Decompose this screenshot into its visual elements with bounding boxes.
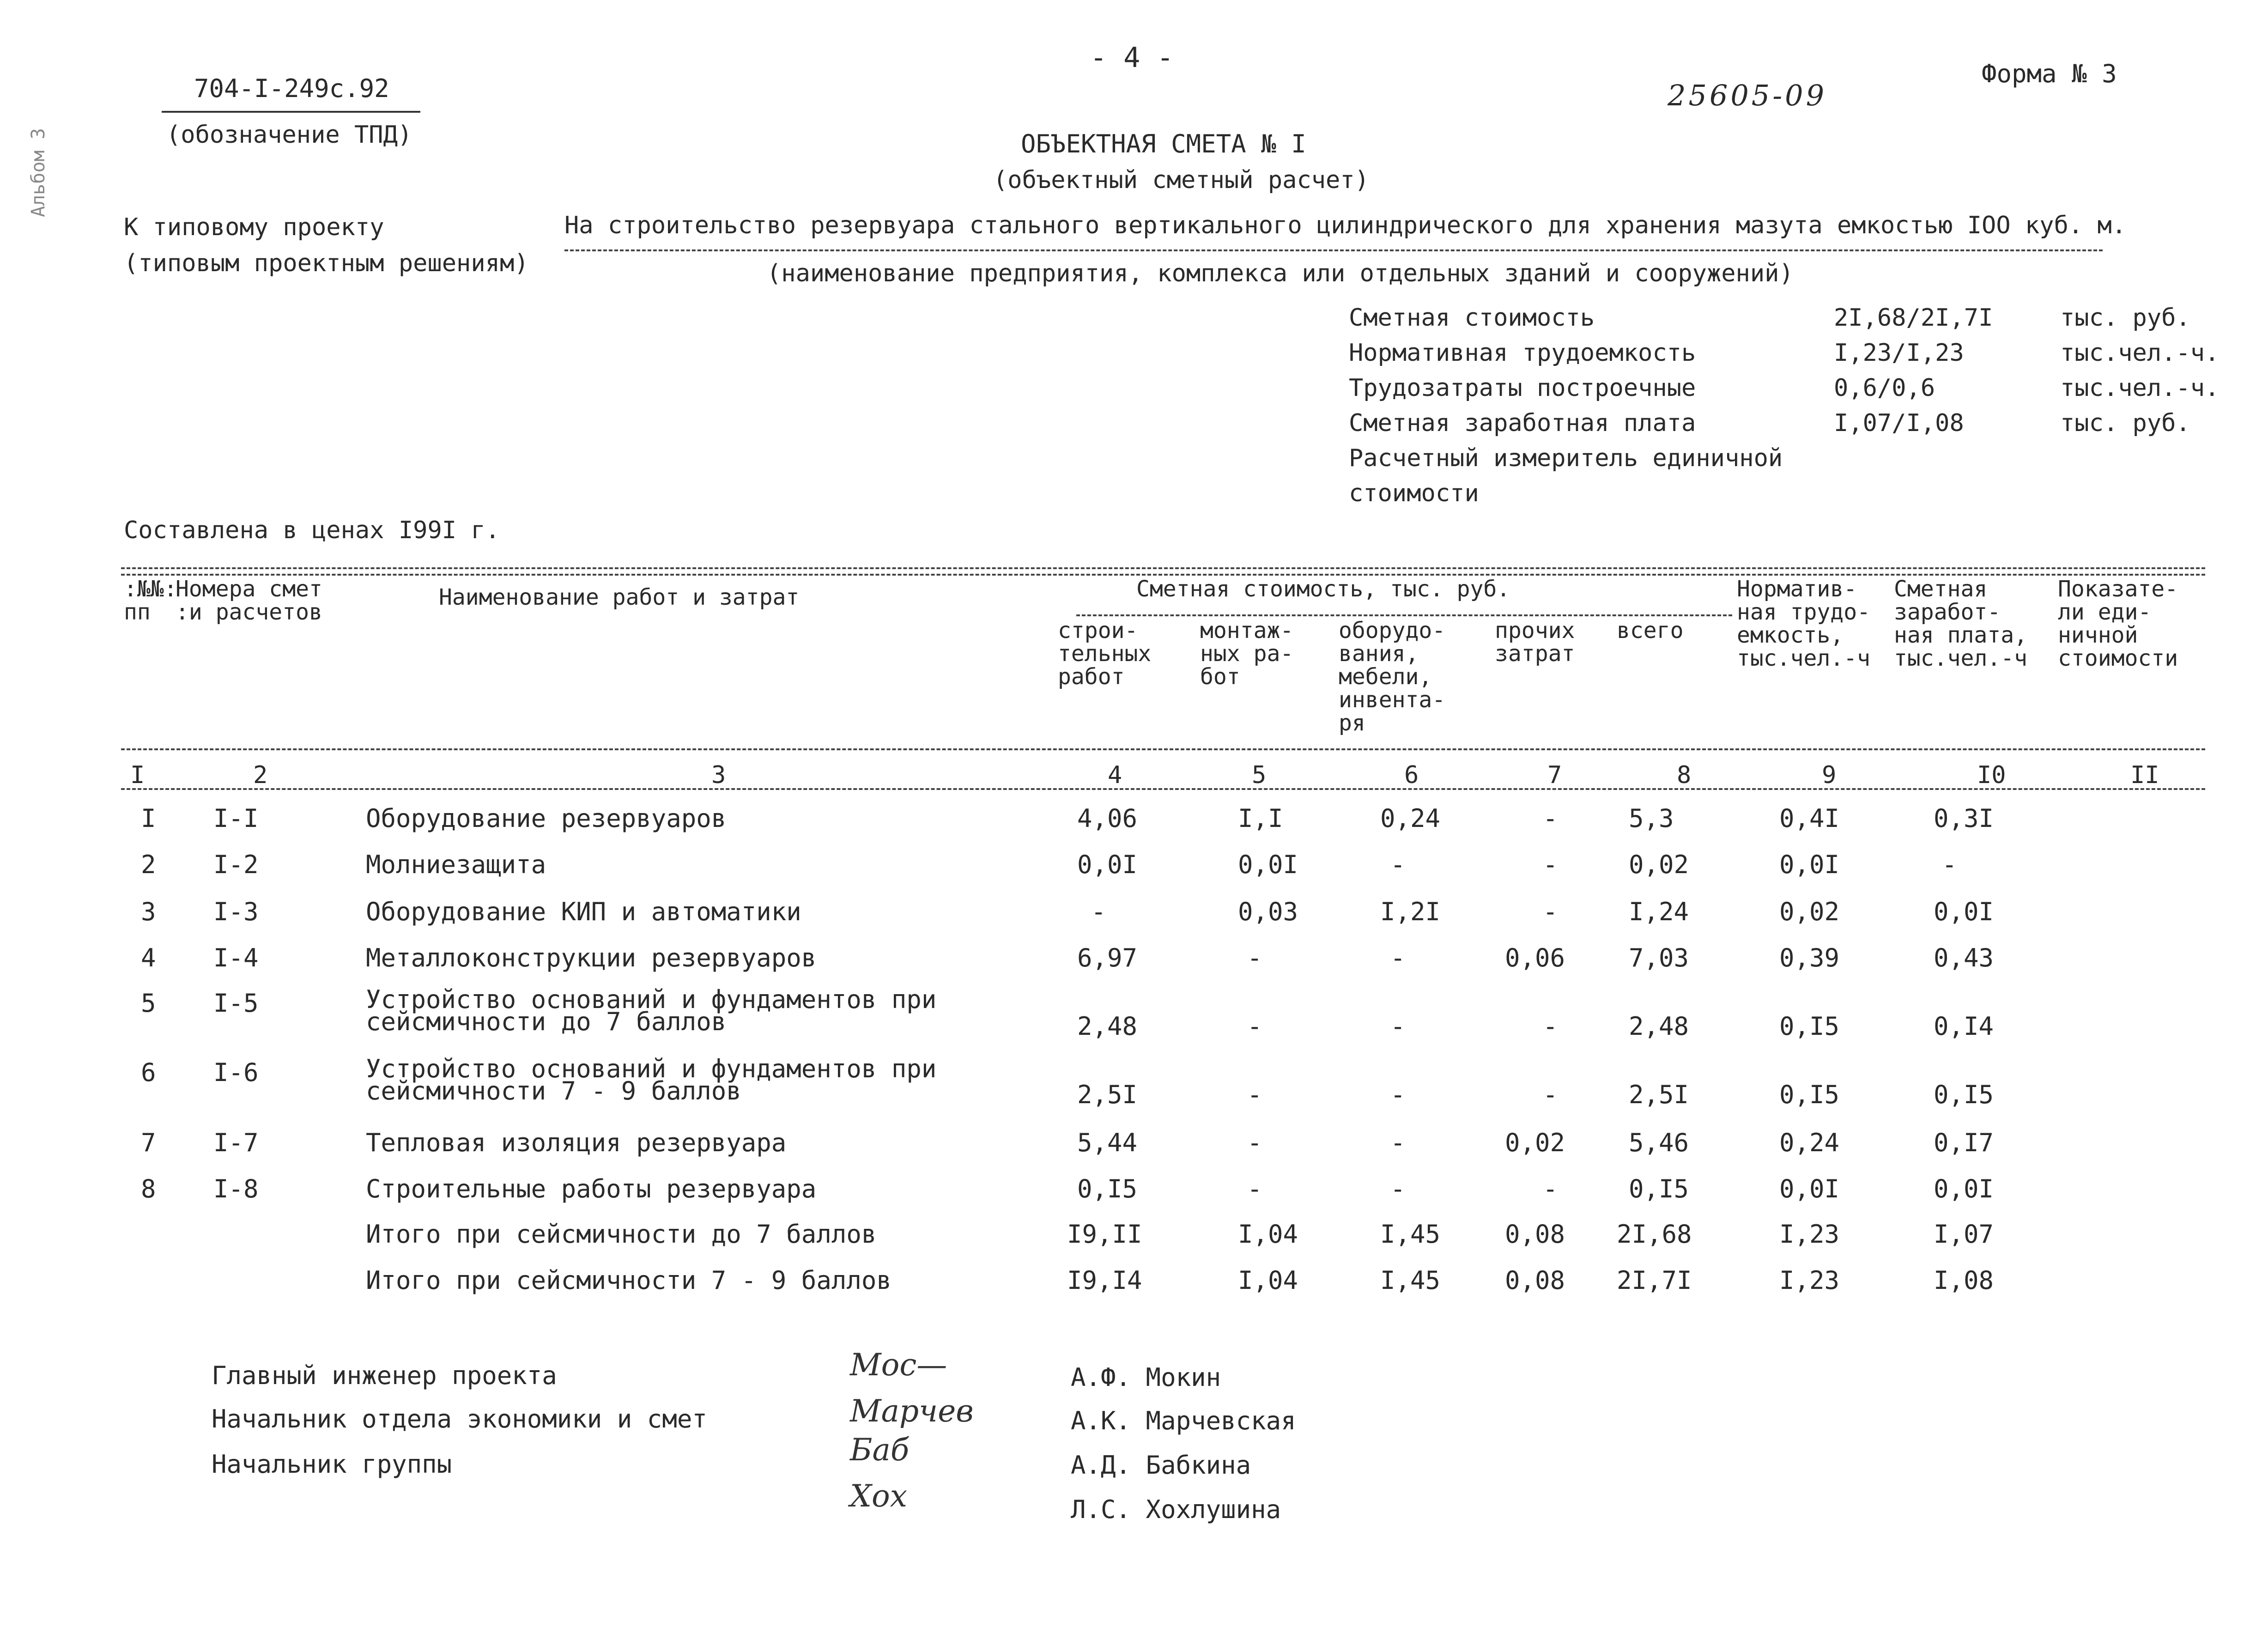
indicator-unit: тыс.чел.-ч.	[2060, 339, 2220, 367]
indicator-value: I,07/I,08	[1834, 409, 1964, 437]
row-wages: I,08	[1934, 1266, 1994, 1295]
row-wages: 0,I5	[1934, 1080, 1994, 1109]
row-equipment: -	[1390, 850, 1406, 879]
header-estimates: Номера смет :и расчетов	[176, 576, 322, 625]
indicator-unit: тыс. руб.	[2060, 409, 2190, 437]
row-equipment: -	[1390, 1012, 1406, 1041]
column-number: 3	[711, 761, 726, 789]
row-total: 0,I5	[1629, 1174, 1689, 1203]
row-estimate: I-5	[213, 989, 259, 1018]
row-total: 7,03	[1629, 943, 1689, 972]
document-code-caption: (обозначение ТПД)	[166, 121, 412, 149]
table-top-rule	[121, 567, 2205, 569]
row-other: -	[1543, 1080, 1558, 1109]
column-number: I0	[1977, 761, 2006, 789]
row-total: 2I,7I	[1617, 1266, 1692, 1295]
row-labor: 0,02	[1779, 897, 1840, 926]
row-total: 0,02	[1629, 850, 1689, 879]
project-name-caption: (наименование предприятия, комплекса или отдельных зданий и сооружений)	[767, 260, 1794, 287]
header-installation: монтаж- ных ра- бот	[1200, 618, 1294, 690]
row-installation: 0,03	[1238, 897, 1298, 926]
row-number: 5	[141, 989, 156, 1018]
row-labor: 0,0I	[1779, 850, 1840, 879]
row-equipment: -	[1390, 1128, 1406, 1157]
row-labor: 0,39	[1779, 943, 1840, 972]
header-num: :№№: пп	[124, 576, 177, 625]
signature-mark: Баб	[850, 1432, 910, 1468]
row-name: Оборудование резервуаров	[366, 804, 727, 833]
document-code: 704-I-249с.92	[194, 74, 389, 103]
row-equipment: I,45	[1380, 1266, 1441, 1295]
row-name: Строительные работы резервуара	[366, 1174, 817, 1203]
row-name: Тепловая изоляция резервуара	[366, 1128, 787, 1157]
header-equipment: оборудо- вания, мебели, инвента- ря	[1339, 618, 1446, 736]
form-label: Форма № 3	[1982, 59, 2117, 88]
signature-title: Главный инженер проекта	[212, 1361, 557, 1390]
row-name: Молниезащита	[366, 850, 546, 879]
row-other: 0,06	[1505, 943, 1565, 972]
indicator-name: стоимости	[1349, 480, 1479, 507]
row-other: -	[1543, 850, 1558, 879]
row-name: Итого при сейсмичности до 7 баллов	[366, 1220, 877, 1249]
indicator-value: I,23/I,23	[1834, 339, 1964, 367]
project-name-underline	[564, 249, 2103, 251]
project-sublabel: (типовым проектным решениям)	[124, 249, 529, 277]
signature-name: А.Д. Бабкина	[1071, 1451, 1251, 1480]
signature-name: Л.С. Хохлушина	[1071, 1495, 1281, 1524]
signature-name: А.К. Марчевская	[1071, 1406, 1296, 1435]
indicator-name: Расчетный измеритель единичной	[1349, 444, 1783, 472]
header-cost-group: Сметная стоимость, тыс. руб.	[1136, 576, 1510, 602]
indicator-value: 0,6/0,6	[1834, 374, 1935, 402]
row-other: -	[1543, 897, 1558, 926]
indicator-name: Нормативная трудоемкость	[1349, 339, 1696, 367]
row-total: I,24	[1629, 897, 1689, 926]
signature-title: Начальник группы	[212, 1450, 452, 1479]
row-equipment: 0,24	[1380, 804, 1441, 833]
indicator-name: Сметная заработная плата	[1349, 409, 1696, 437]
prices-note: Составлена в ценах I99I г.	[124, 516, 500, 544]
row-total: 5,46	[1629, 1128, 1689, 1157]
indicator-unit: тыс. руб.	[2060, 304, 2190, 332]
row-labor: 0,0I	[1779, 1174, 1840, 1203]
row-labor: I,23	[1779, 1220, 1840, 1249]
row-construction: 4,06	[1077, 804, 1138, 833]
row-installation: I,I	[1238, 804, 1283, 833]
header-labor: Норматив- ная трудо- емкость, тыс.чел.-ч	[1737, 576, 1870, 671]
row-number: 3	[141, 897, 156, 926]
row-total: 5,3	[1629, 804, 1674, 833]
indicator-name: Сметная стоимость	[1349, 304, 1595, 332]
row-installation: -	[1247, 1012, 1262, 1041]
row-equipment: I,45	[1380, 1220, 1441, 1249]
row-estimate: I-6	[213, 1058, 259, 1087]
signature-name: А.Ф. Мокин	[1071, 1363, 1221, 1392]
side-mark: Альбом 3	[28, 128, 49, 217]
page-number: - 4 -	[1090, 42, 1174, 74]
row-wages: -	[1942, 850, 1957, 879]
signature-title: Начальник отдела экономики и смет	[212, 1404, 707, 1433]
row-estimate: I-3	[213, 897, 259, 926]
header-wages: Сметная заработ- ная плата, тыс.чел.-ч	[1894, 576, 2027, 671]
row-estimate: I-I	[213, 804, 259, 833]
row-number: 2	[141, 850, 156, 879]
header-unit-cost: Показате- ли еди- ничной стоимости	[2058, 576, 2178, 671]
row-wages: I,07	[1934, 1220, 1994, 1249]
row-construction: 6,97	[1077, 943, 1138, 972]
signature-mark: Хох	[850, 1478, 907, 1514]
indicator-unit: тыс.чел.-ч.	[2060, 374, 2220, 402]
row-name: Итого при сейсмичности 7 - 9 баллов	[366, 1266, 892, 1295]
project-label: К типовому проекту	[124, 213, 384, 241]
row-estimate: I-4	[213, 943, 259, 972]
row-equipment: -	[1390, 943, 1406, 972]
signature-mark: Марчев	[850, 1393, 974, 1429]
indicator-name: Трудозатраты построечные	[1349, 374, 1696, 402]
project-name: На строительство резервуара стального вертикального цилиндрического для хранения мазута емкостью IOO куб. м.	[564, 212, 2127, 239]
row-installation: I,04	[1238, 1266, 1298, 1295]
row-equipment: -	[1390, 1174, 1406, 1203]
row-labor: 0,24	[1779, 1128, 1840, 1157]
row-estimate: I-2	[213, 850, 259, 879]
row-wages: 0,3I	[1934, 804, 1994, 833]
row-installation: -	[1247, 1080, 1262, 1109]
row-estimate: I-8	[213, 1174, 259, 1203]
row-labor: 0,4I	[1779, 804, 1840, 833]
row-wages: 0,0I	[1934, 1174, 1994, 1203]
header-other: прочих затрат	[1495, 618, 1575, 667]
header-construction: строи- тельных работ	[1058, 618, 1152, 690]
column-number: 2	[253, 761, 268, 789]
row-total: 2I,68	[1617, 1220, 1692, 1249]
row-labor: 0,I5	[1779, 1012, 1840, 1041]
row-number: 7	[141, 1128, 156, 1157]
row-installation: -	[1247, 1128, 1262, 1157]
estimate-title: ОБЪЕКТНАЯ СМЕТА № I	[1021, 129, 1306, 158]
row-construction: 2,5I	[1077, 1080, 1138, 1109]
header-bottom-rule	[121, 748, 2205, 750]
archive-number: 25605-09	[1668, 79, 1827, 112]
column-number: I	[130, 761, 145, 789]
row-wages: 0,I7	[1934, 1128, 1994, 1157]
row-construction: -	[1091, 897, 1106, 926]
row-labor: I,23	[1779, 1266, 1840, 1295]
row-construction: 2,48	[1077, 1012, 1138, 1041]
row-equipment: I,2I	[1380, 897, 1441, 926]
cost-group-rule	[1076, 614, 1732, 616]
row-installation: I,04	[1238, 1220, 1298, 1249]
column-number: 5	[1252, 761, 1267, 789]
column-number-rule	[121, 788, 2205, 790]
header-name: Наименование работ и затрат	[439, 584, 800, 610]
row-name: Устройство оснований и фундаментов при сейсмичности до 7 баллов	[366, 985, 937, 1036]
column-number: 7	[1547, 761, 1562, 789]
row-installation: 0,0I	[1238, 850, 1298, 879]
estimate-subtitle: (объектный сметный расчет)	[993, 166, 1369, 194]
row-labor: 0,I5	[1779, 1080, 1840, 1109]
header-total: всего	[1617, 618, 1684, 644]
row-construction: 0,0I	[1077, 850, 1138, 879]
row-installation: -	[1247, 1174, 1262, 1203]
column-number: 8	[1677, 761, 1692, 789]
row-wages: 0,43	[1934, 943, 1994, 972]
row-construction: I9,I4	[1067, 1266, 1142, 1295]
row-equipment: -	[1390, 1080, 1406, 1109]
row-wages: 0,0I	[1934, 897, 1994, 926]
row-number: 6	[141, 1058, 156, 1087]
row-other: -	[1543, 1012, 1558, 1041]
row-construction: I9,II	[1067, 1220, 1142, 1249]
row-installation: -	[1247, 943, 1262, 972]
row-other: 0,02	[1505, 1128, 1565, 1157]
row-number: I	[141, 804, 156, 833]
row-number: 4	[141, 943, 156, 972]
row-other: 0,08	[1505, 1220, 1565, 1249]
row-wages: 0,I4	[1934, 1012, 1994, 1041]
row-name: Оборудование КИП и автоматики	[366, 897, 801, 926]
row-name: Металлоконструкции резервуаров	[366, 943, 817, 972]
row-other: -	[1543, 804, 1558, 833]
document-code-underline	[162, 111, 420, 113]
row-estimate: I-7	[213, 1128, 259, 1157]
row-name: Устройство оснований и фундаментов при сейсмичности 7 - 9 баллов	[366, 1054, 937, 1105]
table-top-rule-inner	[121, 574, 2205, 576]
row-construction: 0,I5	[1077, 1174, 1138, 1203]
row-total: 2,5I	[1629, 1080, 1689, 1109]
row-other: 0,08	[1505, 1266, 1565, 1295]
column-number: 6	[1404, 761, 1419, 789]
indicator-value: 2I,68/2I,7I	[1834, 304, 1993, 332]
row-construction: 5,44	[1077, 1128, 1138, 1157]
row-other: -	[1543, 1174, 1558, 1203]
row-number: 8	[141, 1174, 156, 1203]
column-number: 4	[1108, 761, 1122, 789]
column-number: II	[2130, 761, 2159, 789]
signature-mark: Мос—	[850, 1347, 947, 1383]
column-number: 9	[1822, 761, 1837, 789]
row-total: 2,48	[1629, 1012, 1689, 1041]
